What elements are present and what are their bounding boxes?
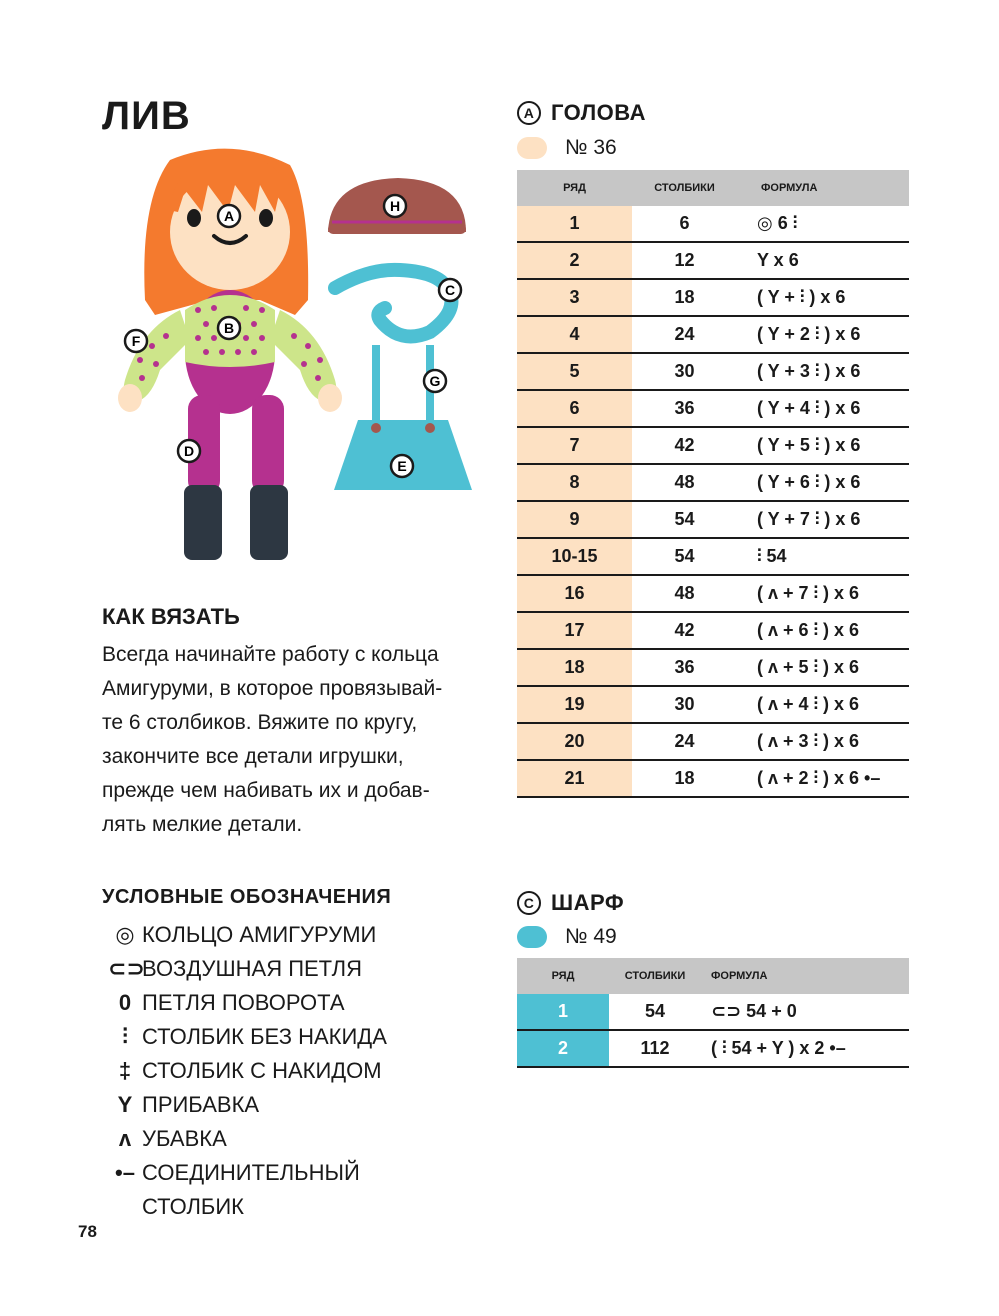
row-number-cell: 21 — [517, 760, 632, 797]
table-row — [517, 390, 909, 427]
legend-symbol-icon: •– — [115, 1160, 135, 1185]
stitches-cell: 18 — [632, 760, 737, 797]
stitches-cell: 36 — [632, 390, 737, 427]
formula-cell: ( Y + ⫶ ) x 6 — [737, 279, 909, 316]
row-number-cell: 2 — [517, 1030, 609, 1067]
right-eye — [259, 209, 273, 227]
legend-label: ПЕТЛЯ ПОВОРОТА — [142, 990, 345, 1015]
col-stitches-header: СТОЛБИКИ — [609, 958, 701, 994]
scarf-yarn-swatch — [517, 926, 547, 948]
head-letter-icon: A — [517, 101, 541, 125]
row-number-cell: 18 — [517, 649, 632, 686]
formula-cell: ( ʌ + 6 ⫶ ) x 6 — [737, 612, 909, 649]
stitches-cell: 112 — [609, 1030, 701, 1067]
page-title: ЛИВ — [102, 94, 191, 138]
row-number-cell: 16 — [517, 575, 632, 612]
stitches-cell: 54 — [632, 538, 737, 575]
table-row — [517, 427, 909, 464]
table-row — [517, 760, 909, 797]
svg-text:F: F — [131, 333, 141, 349]
skirt-strap-left — [372, 345, 380, 425]
left-boot — [184, 485, 222, 560]
table-row — [517, 1030, 909, 1067]
label-g — [424, 370, 446, 392]
svg-text:G: G — [429, 373, 441, 389]
formula-cell: ( ʌ + 7 ⫶ ) x 6 — [737, 575, 909, 612]
formula-cell: ( Y + 7 ⫶ ) x 6 — [737, 501, 909, 538]
scarf-title: ШАРФ — [551, 890, 625, 915]
formula-cell: ⫶ 54 — [737, 538, 909, 575]
svg-text:H: H — [389, 198, 401, 214]
stitches-cell: 6 — [632, 206, 737, 242]
legend-item — [108, 986, 442, 1020]
skirt-button-left — [371, 423, 381, 433]
stitches-cell: 24 — [632, 723, 737, 760]
stitches-cell: 18 — [632, 279, 737, 316]
row-number-cell: 6 — [517, 390, 632, 427]
svg-text:B: B — [223, 320, 235, 336]
how-to-text — [102, 638, 502, 842]
legend-symbol-icon: ⊂⊃ — [108, 956, 145, 981]
legend-list — [108, 918, 442, 1224]
stitches-cell: 54 — [632, 501, 737, 538]
table-row — [517, 279, 909, 316]
legend-item — [108, 1054, 442, 1088]
table-row — [517, 612, 909, 649]
stitches-cell: 42 — [632, 427, 737, 464]
table-row — [517, 501, 909, 538]
formula-cell: Y x 6 — [737, 242, 909, 279]
head-yarn — [517, 136, 617, 160]
stitches-cell: 54 — [609, 994, 701, 1030]
label-f — [125, 330, 147, 352]
formula-cell: ( Y + 5 ⫶ ) x 6 — [737, 427, 909, 464]
legend-symbol-icon: ‡ — [118, 1058, 132, 1083]
right-hand — [318, 384, 342, 412]
row-number-cell: 10-15 — [517, 538, 632, 575]
row-number-cell: 17 — [517, 612, 632, 649]
svg-text:D: D — [183, 443, 195, 459]
left-hand — [118, 384, 142, 412]
svg-text:E: E — [397, 458, 407, 474]
how-to-title: КАК ВЯЗАТЬ — [102, 604, 240, 629]
page-number: 78 — [78, 1222, 97, 1241]
scarf — [335, 270, 451, 337]
table-row — [517, 206, 909, 242]
formula-cell: ( Y + 6 ⫶ ) x 6 — [737, 464, 909, 501]
skirt-button-right — [425, 423, 435, 433]
row-number-cell: 9 — [517, 501, 632, 538]
stitches-cell: 42 — [632, 612, 737, 649]
stitches-cell: 48 — [632, 575, 737, 612]
how-to-line: лять мелкие детали. — [102, 813, 303, 836]
scarf-pattern-table — [517, 958, 909, 1068]
scarf-yarn-number: № 49 — [565, 925, 617, 948]
row-number-cell: 1 — [517, 994, 609, 1030]
table-row — [517, 316, 909, 353]
table-row — [517, 242, 909, 279]
head-yarn-swatch — [517, 137, 547, 159]
legend-item — [108, 952, 442, 986]
legend-symbol-icon: ⫶ — [122, 1024, 128, 1049]
formula-cell: ◎ 6 ⫶ — [737, 206, 909, 242]
table-row — [517, 353, 909, 390]
label-d — [178, 440, 200, 462]
formula-cell: ( ʌ + 4 ⫶ ) x 6 — [737, 686, 909, 723]
row-number-cell: 20 — [517, 723, 632, 760]
legend-symbol-icon: 0 — [118, 990, 132, 1015]
table-row — [517, 723, 909, 760]
legend-label: КОЛЬЦО АМИГУРУМИ — [142, 922, 377, 947]
row-number-cell: 7 — [517, 427, 632, 464]
formula-cell: ( ʌ + 2 ⫶ ) x 6 •– — [737, 760, 909, 797]
label-a — [218, 205, 240, 227]
table-row — [517, 464, 909, 501]
formula-cell: ( ʌ + 5 ⫶ ) x 6 — [737, 649, 909, 686]
row-number-cell: 3 — [517, 279, 632, 316]
head-title: ГОЛОВА — [551, 100, 646, 125]
table-row — [517, 575, 909, 612]
right-boot — [250, 485, 288, 560]
how-to-line: прежде чем набивать их и добав- — [102, 779, 430, 802]
legend-label: СТОЛБИК С НАКИДОМ — [142, 1058, 382, 1083]
row-number-cell: 1 — [517, 206, 632, 242]
legend-label: ПРИБАВКА — [142, 1092, 260, 1117]
how-to-line: закончите все детали игрушки, — [102, 745, 404, 768]
scarf-yarn — [517, 925, 617, 949]
left-eye — [187, 209, 201, 227]
row-number-cell: 5 — [517, 353, 632, 390]
stitches-cell: 48 — [632, 464, 737, 501]
legend-item — [108, 918, 442, 952]
scarf-letter-icon: C — [517, 891, 541, 915]
stitches-cell: 24 — [632, 316, 737, 353]
legend-item — [108, 1020, 442, 1054]
legend-symbol-icon: ◎ — [115, 922, 135, 947]
stitches-cell: 36 — [632, 649, 737, 686]
table-row — [517, 538, 909, 575]
table-row — [517, 994, 909, 1030]
col-stitches-header: СТОЛБИКИ — [632, 170, 737, 206]
table-row — [517, 686, 909, 723]
svg-text:A: A — [223, 208, 235, 224]
head-section-title — [517, 100, 646, 126]
legend-label: СОЕДИНИТЕЛЬНЫЙ СТОЛБИК — [142, 1160, 360, 1219]
col-row-header: РЯД — [517, 170, 632, 206]
legend-title: УСЛОВНЫЕ ОБОЗНАЧЕНИЯ — [102, 886, 392, 908]
stitches-cell: 30 — [632, 353, 737, 390]
col-formula-header: ФОРМУЛА — [701, 958, 909, 994]
label-c — [439, 279, 461, 301]
formula-cell: ( Y + 4 ⫶ ) x 6 — [737, 390, 909, 427]
legend-symbol-icon: ʌ — [118, 1126, 132, 1151]
legend-item — [108, 1088, 442, 1122]
formula-cell: ⊂⊃ 54 + 0 — [701, 994, 909, 1030]
formula-cell: ( ʌ + 3 ⫶ ) x 6 — [737, 723, 909, 760]
head-yarn-number: № 36 — [565, 136, 617, 159]
legend-label: СТОЛБИК БЕЗ НАКИДА — [142, 1024, 387, 1049]
formula-cell: ( Y + 2 ⫶ ) x 6 — [737, 316, 909, 353]
row-number-cell: 8 — [517, 464, 632, 501]
how-to-line: Всегда начинайте работу с кольца — [102, 643, 439, 666]
stitches-cell: 12 — [632, 242, 737, 279]
row-number-cell: 19 — [517, 686, 632, 723]
stitches-cell: 30 — [632, 686, 737, 723]
scarf-section-title — [517, 890, 624, 916]
how-to-line: те 6 столбиков. Вяжите по кругу, — [102, 711, 418, 734]
head-pattern-table — [517, 170, 909, 798]
legend-item — [108, 1156, 442, 1224]
legend-label: ВОЗДУШНАЯ ПЕТЛЯ — [142, 956, 362, 981]
row-number-cell: 2 — [517, 242, 632, 279]
formula-cell: ( ⫶ 54 + Y ) x 2 •– — [701, 1030, 909, 1067]
col-row-header: РЯД — [517, 958, 609, 994]
legend-item — [108, 1122, 442, 1156]
doll-illustration — [110, 140, 490, 570]
col-formula-header: ФОРМУЛА — [737, 170, 909, 206]
table-row — [517, 649, 909, 686]
legend-label: УБАВКА — [142, 1126, 227, 1151]
how-to-line: Амигуруми, в которое провязывай- — [102, 677, 443, 700]
formula-cell: ( Y + 3 ⫶ ) x 6 — [737, 353, 909, 390]
svg-text:C: C — [444, 282, 456, 298]
hat-brim — [328, 224, 466, 234]
right-leg — [252, 395, 284, 495]
label-h — [384, 195, 406, 217]
row-number-cell: 4 — [517, 316, 632, 353]
legend-symbol-icon: Y — [117, 1092, 133, 1117]
label-e — [391, 455, 413, 477]
label-b — [218, 317, 240, 339]
